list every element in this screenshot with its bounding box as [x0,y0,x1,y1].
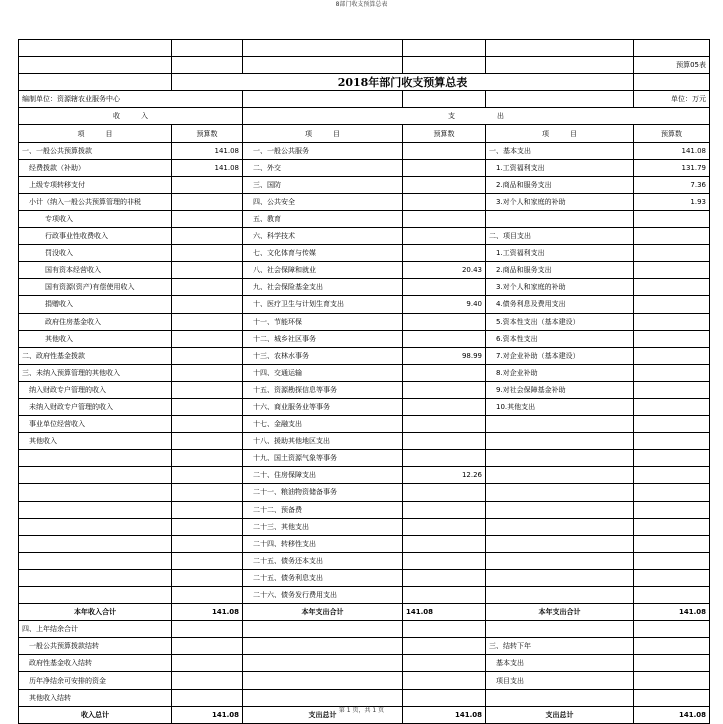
annual-income-total-label: 本年收入合计 [19,604,172,621]
expense-class-value [634,279,710,296]
carry-expense-class-value [634,689,710,706]
table-row [19,518,710,535]
carry-row [19,672,710,689]
table-row [19,210,710,227]
income-item-header: 项 目 [19,125,172,142]
expense-func-item: 九、社会保险基金支出 [243,279,403,296]
carry-income-value [172,638,243,655]
income-item: 二、政府性基金拨款 [19,347,172,364]
table-row [19,245,710,262]
expense-class-item-header: 项 目 [486,125,634,142]
expense-func-item: 十一、节能环保 [243,313,403,330]
budget-summary-table [18,39,710,724]
income-value [172,210,243,227]
expense-func-item: 二十五、债务还本支出 [243,552,403,569]
expense-func-item: 十八、援助其他地区支出 [243,433,403,450]
grand-expense-total-label: 支出总计 [243,706,403,723]
expense-class-item [486,535,634,552]
income-value [172,450,243,467]
expense-func-item: 八、社会保障和就业 [243,262,403,279]
table-row [19,330,710,347]
table-row [19,381,710,398]
income-item: 一、一般公共预算拨款 [19,142,172,159]
expense-func-item: 二十五、债务利息支出 [243,569,403,586]
expense-func-item: 十、医疗卫生与计划生育支出 [243,296,403,313]
income-value [172,347,243,364]
carry-expense-func-item [243,621,403,638]
carry-expense-class-value [634,621,710,638]
expense-func-item: 一、一般公共服务 [243,142,403,159]
expense-class-item: 1.工资福利支出 [486,245,634,262]
expense-func-value [403,193,486,210]
income-item: 行政事业性收费收入 [19,228,172,245]
expense-class-item: 5.资本性支出（基本建设） [486,313,634,330]
carry-expense-class-item [486,689,634,706]
income-item: 其他收入 [19,330,172,347]
table-row [19,142,710,159]
table-row [19,347,710,364]
annual-expense-total-label: 本年支出合计 [243,604,403,621]
income-item: 国有资源(资产)有偿使用收入 [19,279,172,296]
table-row [19,313,710,330]
grand-class-total-value: 141.08 [634,706,710,723]
expense-class-item: 4.债务利息及费用支出 [486,296,634,313]
table-row [19,552,710,569]
expense-class-value [634,433,710,450]
annual-total-row [19,604,710,621]
table-row [19,433,710,450]
expense-class-value [634,364,710,381]
income-item [19,587,172,604]
income-value [172,501,243,518]
income-value [172,484,243,501]
expense-func-value [403,484,486,501]
expense-class-value: 141.08 [634,142,710,159]
table-row [19,262,710,279]
carry-row [19,638,710,655]
income-value [172,587,243,604]
expense-func-value [403,381,486,398]
expense-func-item: 六、科学技术 [243,228,403,245]
column-header-row [19,125,710,142]
report-code-row [19,57,710,74]
table-row [19,569,710,586]
expense-func-value: 12.26 [403,467,486,484]
expense-func-item: 七、文化体育与传媒 [243,245,403,262]
expense-class-value [634,552,710,569]
income-value [172,381,243,398]
income-item: 罚没收入 [19,245,172,262]
carry-expense-func-value [403,672,486,689]
carry-expense-func-item [243,655,403,672]
expense-func-item: 二十二、预备费 [243,501,403,518]
expense-class-item: 1.工资福利支出 [486,159,634,176]
expense-func-item: 二十三、其他支出 [243,518,403,535]
expense-func-value [403,210,486,227]
table-row [19,587,710,604]
carry-expense-class-item: 三、结转下年 [486,638,634,655]
income-item: 三、未纳入预算管理的其他收入 [19,364,172,381]
page-title: 2018年部门收支预算总表 [172,74,634,91]
expense-class-value [634,313,710,330]
expense-func-value [403,535,486,552]
expense-class-budget-header: 预算数 [634,125,710,142]
table-row [19,398,710,415]
income-value [172,398,243,415]
expense-func-value [403,279,486,296]
expense-class-item: 二、项目支出 [486,228,634,245]
grand-class-total-label: 支出总计 [486,706,634,723]
expense-class-value [634,330,710,347]
expense-class-value [634,228,710,245]
section-header-row [19,108,710,125]
table-row [19,228,710,245]
annual-class-total-label: 本年支出合计 [486,604,634,621]
print-header: 8部门收支预算总表 [335,1,388,8]
expense-class-item: 3.对个人和家庭的补助 [486,279,634,296]
income-value [172,467,243,484]
income-item: 国有资本经营收入 [19,262,172,279]
expense-func-value [403,398,486,415]
expense-class-item [486,569,634,586]
carry-expense-func-value [403,638,486,655]
expense-func-item: 二十四、转移性支出 [243,535,403,552]
expense-func-value [403,228,486,245]
expense-func-item: 二十六、债务发行费用支出 [243,587,403,604]
carry-income-item: 其他收入结转 [19,689,172,706]
expense-func-item: 五、教育 [243,210,403,227]
expense-func-value [403,587,486,604]
income-value [172,262,243,279]
expense-header: 支 出 [243,108,710,125]
income-value [172,245,243,262]
table-row [19,364,710,381]
income-value [172,330,243,347]
income-value [172,569,243,586]
income-item [19,518,172,535]
income-value [172,228,243,245]
expense-func-item: 二十一、粮油物资储备事务 [243,484,403,501]
expense-class-value [634,484,710,501]
expense-func-value [403,159,486,176]
table-row [19,193,710,210]
expense-class-item [486,587,634,604]
expense-func-value [403,569,486,586]
expense-func-item: 十三、农林水事务 [243,347,403,364]
income-value: 141.08 [172,159,243,176]
expense-class-item [486,467,634,484]
expense-class-value: 131.79 [634,159,710,176]
income-item [19,467,172,484]
income-value [172,518,243,535]
income-value [172,535,243,552]
income-value [172,433,243,450]
expense-class-item [486,484,634,501]
income-value [172,176,243,193]
carry-income-value [172,672,243,689]
carry-expense-func-item [243,689,403,706]
expense-class-value: 1.93 [634,193,710,210]
expense-class-value [634,381,710,398]
income-value [172,296,243,313]
carry-row [19,621,710,638]
income-item: 未纳入财政专户管理的收入 [19,398,172,415]
expense-func-value [403,450,486,467]
carry-expense-class-item: 项目支出 [486,672,634,689]
grand-expense-total-value: 141.08 [403,706,486,723]
unit-name: 编制单位：资源辖农业服务中心 [19,91,243,108]
income-item: 纳入财政专户管理的收入 [19,381,172,398]
expense-func-item: 十六、商业服务业等事务 [243,398,403,415]
carry-income-value [172,621,243,638]
table-row [19,416,710,433]
expense-func-item: 十二、城乡社区事务 [243,330,403,347]
expense-func-value [403,330,486,347]
grand-income-total-value: 141.08 [172,706,243,723]
income-item [19,535,172,552]
carry-expense-func-value [403,689,486,706]
income-item: 捐赠收入 [19,296,172,313]
expense-class-value [634,501,710,518]
income-value [172,416,243,433]
income-value [172,313,243,330]
table-row [19,296,710,313]
expense-func-value [403,176,486,193]
income-item: 其他收入 [19,433,172,450]
carry-expense-func-value [403,655,486,672]
expense-func-item: 二十、住房保障支出 [243,467,403,484]
carry-expense-class-value [634,638,710,655]
expense-class-item: 7.对企业补助（基本建设） [486,347,634,364]
expense-func-value [403,552,486,569]
income-value [172,193,243,210]
income-item: 政府住房基金收入 [19,313,172,330]
expense-class-item [486,210,634,227]
expense-class-value [634,296,710,313]
expense-class-value [634,450,710,467]
expense-class-value [634,210,710,227]
annual-income-total-value: 141.08 [172,604,243,621]
page-number: 第 1 页，共 1 页 [338,707,385,714]
expense-func-value [403,416,486,433]
carry-expense-class-item: 基本支出 [486,655,634,672]
expense-class-value: 7.36 [634,176,710,193]
annual-expense-total-value: 141.08 [403,604,486,621]
unit-label: 单位：万元 [634,91,710,108]
expense-class-item: 2.商品和服务支出 [486,262,634,279]
carry-expense-class-value [634,655,710,672]
expense-class-item: 2.商品和服务支出 [486,176,634,193]
expense-class-item: 一、基本支出 [486,142,634,159]
expense-class-item [486,501,634,518]
income-value: 141.08 [172,142,243,159]
expense-func-value: 20.43 [403,262,486,279]
expense-func-value [403,501,486,518]
expense-class-item: 3.对个人和家庭的补助 [486,193,634,210]
expense-func-item: 十五、资源勘探信息等事务 [243,381,403,398]
table-row [19,467,710,484]
income-value [172,279,243,296]
expense-func-value [403,313,486,330]
annual-class-total-value: 141.08 [634,604,710,621]
table-row [19,484,710,501]
carry-expense-class-item [486,621,634,638]
table-row [19,279,710,296]
expense-class-item: 8.对企业补助 [486,364,634,381]
expense-func-item: 三、国防 [243,176,403,193]
income-item [19,552,172,569]
title-row [19,74,710,91]
unit-row [19,91,710,108]
carry-expense-func-value [403,621,486,638]
income-header: 收 入 [19,108,243,125]
expense-func-item: 十九、国土资源气象等事务 [243,450,403,467]
income-item: 上级专项转移支付 [19,176,172,193]
income-item: 经费拨款（补助） [19,159,172,176]
expense-class-item: 10.其他支出 [486,398,634,415]
income-budget-header: 预算数 [172,125,243,142]
table-row [19,450,710,467]
income-item [19,484,172,501]
expense-func-item: 四、公共安全 [243,193,403,210]
expense-func-item: 十四、交通运输 [243,364,403,381]
expense-class-value [634,587,710,604]
expense-func-value [403,364,486,381]
table-row [19,159,710,176]
expense-class-value [634,569,710,586]
table-row [19,501,710,518]
income-item [19,569,172,586]
expense-class-value [634,535,710,552]
expense-class-value [634,398,710,415]
expense-func-value: 9.40 [403,296,486,313]
expense-func-value [403,433,486,450]
expense-class-value [634,245,710,262]
report-code: 预算05表 [634,57,710,74]
expense-class-value [634,347,710,364]
carry-expense-func-item [243,638,403,655]
income-item: 小计（纳入一般公共预算管理的非税 [19,193,172,210]
expense-func-value [403,245,486,262]
expense-class-value [634,416,710,433]
expense-func-item: 十七、金融支出 [243,416,403,433]
expense-func-value [403,518,486,535]
income-item [19,450,172,467]
carry-row [19,689,710,706]
expense-class-item: 6.资本性支出 [486,330,634,347]
expense-class-item [486,552,634,569]
income-value [172,552,243,569]
expense-func-budget-header: 预算数 [403,125,486,142]
carry-income-item: 一般公共预算拨款结转 [19,638,172,655]
expense-class-item: 9.对社会保障基金补助 [486,381,634,398]
income-item: 专项收入 [19,210,172,227]
income-value [172,364,243,381]
table-row [19,176,710,193]
expense-class-value [634,518,710,535]
income-item [19,501,172,518]
carry-income-item: 政府性基金收入结转 [19,655,172,672]
expense-func-item: 二、外交 [243,159,403,176]
expense-class-item [486,433,634,450]
grand-income-total-label: 收入总计 [19,706,172,723]
expense-class-value [634,262,710,279]
carry-expense-func-item [243,672,403,689]
expense-func-value: 98.99 [403,347,486,364]
carry-expense-class-value [634,672,710,689]
expense-func-item-header: 项 目 [243,125,403,142]
table-row [19,535,710,552]
carry-income-value [172,655,243,672]
expense-class-value [634,467,710,484]
income-item: 事业单位经营收入 [19,416,172,433]
carry-income-value [172,689,243,706]
carry-income-item: 历年净结余可安排的资金 [19,672,172,689]
expense-func-value [403,142,486,159]
expense-class-item [486,450,634,467]
carry-income-item: 四、上年结余合计 [19,621,172,638]
expense-class-item [486,416,634,433]
expense-class-item [486,518,634,535]
carry-row [19,655,710,672]
blank-top-row [19,40,710,57]
